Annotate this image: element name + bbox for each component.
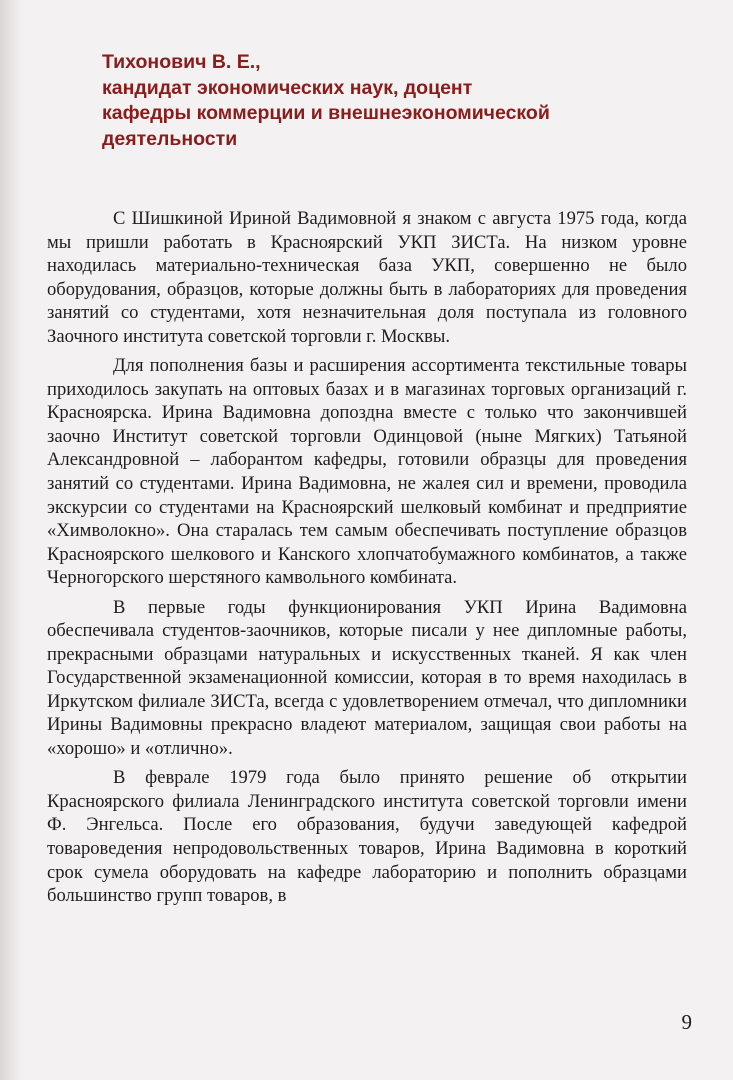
body-text <box>47 207 687 913</box>
paragraph-1: С Шишкиной Ириной Вадимовной я знаком с августа 1975 года, когда мы пришли работать в Красноярский УКП ЗИСТа. На низком уровне находилась материально-техническая база УКП, совершенно не было оборудования, образцов, которые должны быть в лабораториях для проведения занятий со студентами, хотя незначительная доля поступала из головного Заочного института советской торговли г. Москвы. <box>47 208 687 347</box>
page-number: 9 <box>681 1010 692 1034</box>
author-heading <box>102 50 682 152</box>
paragraph-4: В феврале 1979 года было принято решение об открытии Красноярского филиала Ленинградского института советской торговли имени Ф. Энгельса. После его образования, будучи заведующей кафедрой товароведения непродовольственных товаров, Ирина Вадимовна в короткий срок сумела оборудовать на кафедре лабораторию и пополнить образцами большинство групп товаров, в <box>47 767 687 907</box>
author-name: Тихонович В. Е., <box>102 51 261 73</box>
author-department-line2: деятельности <box>102 127 238 150</box>
author-department-line1: кафедры коммерции и внешнеэкономической <box>102 102 550 124</box>
page-gutter-shadow <box>0 0 22 1080</box>
author-degree: кандидат экономических наук, доцент <box>102 76 473 99</box>
paragraph-2: Для пополнения базы и расширения ассортимента текстильные товары приходилось закупать на оптовых базах и в магазинах торговых организаций г. Красноярска. Ирина Вадимовна допоздна вместе с только что закончившей заочно Институт советской торговли Одинцовой (ныне Мягких) Татьяной Александровной – лаборантом кафедры, готовили образцы для проведения занятий со студентами. Ирина Вадимовна, не жалея сил и времени, проводила экскурсии со студентами на Красноярский шелковый комбинат и предприятие «Химволокно». Она старалась тем самым обеспечивать поступление образцов Красноярского шелкового и Канского хлопчатобумажного комбинатов, а также Черногорского шерстяного камвольного комбината. <box>47 355 687 589</box>
paragraph-3: В первые годы функционирования УКП Ирина Вадимовна обеспечивала студентов-заочников, которые писали у нее дипломные работы, прекрасными образцами натуральных и искусственных тканей. Я как член Государственной экзаменационной комиссии, которая в то время находилась в Иркутском филиале ЗИСТа, всегда с удовлетворением отмечал, что дипломники Ирины Вадимовны прекрасно владеют материалом, защищая свои работы на «хорошо» и «отлично». <box>47 596 687 760</box>
